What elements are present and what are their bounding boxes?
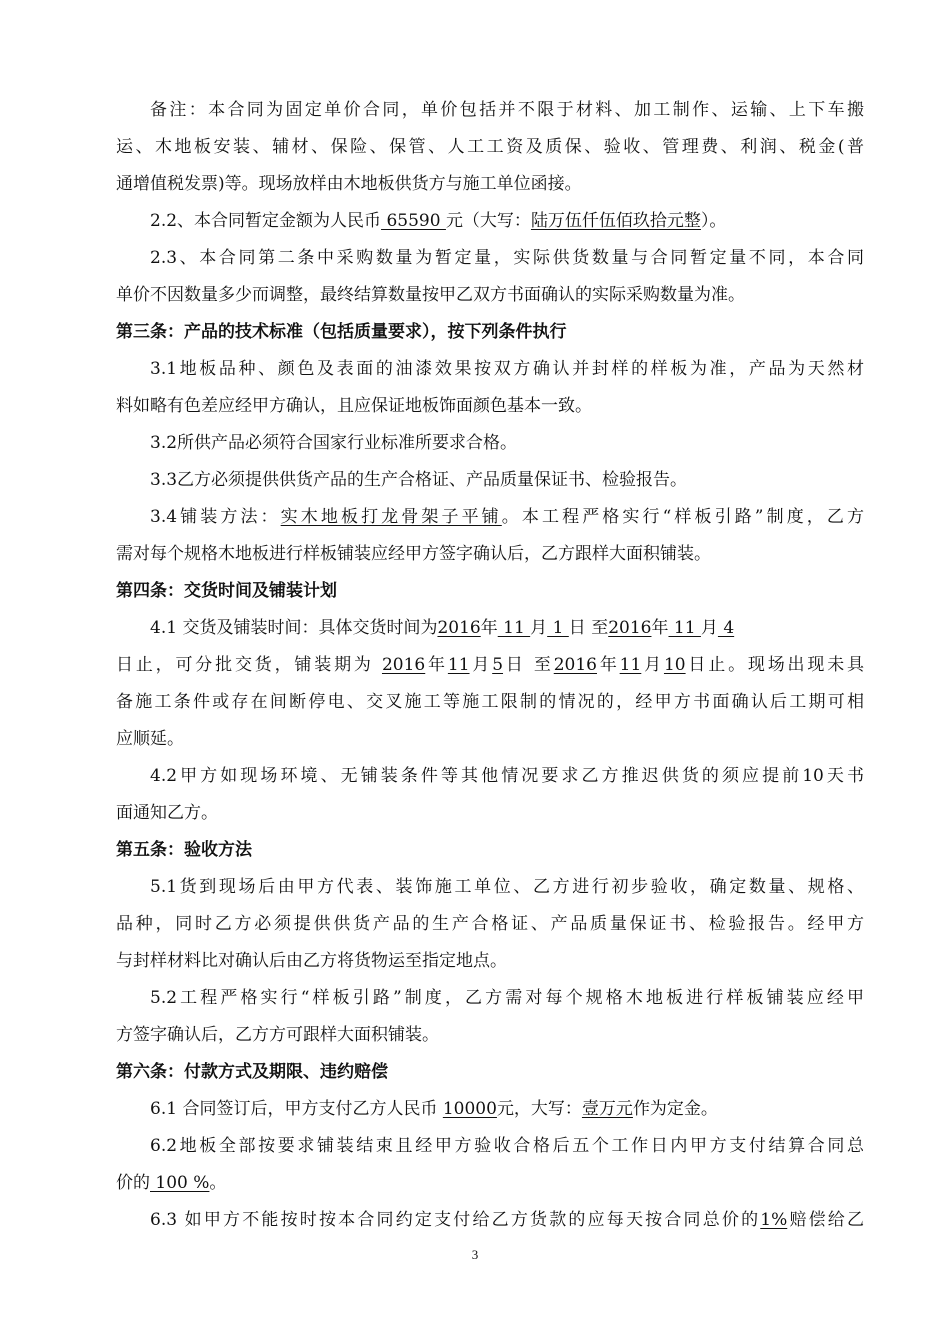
clause-2-2-suffix: ）。 <box>700 211 727 231</box>
delivery-start-day: 1 <box>547 618 569 638</box>
delivery-end-year: 2016 <box>608 618 652 638</box>
clause-5-2-line-2: 方签字确认后，乙方方可跟样大面积铺装。 <box>116 1025 439 1045</box>
clause-5-1-line-1: 5.1货到现场后由甲方代表、装饰施工单位、乙方进行初步验收，确定数量、规格、 <box>150 877 864 897</box>
note-line-2: 运、木地板安装、辅材、保险、保管、人工工资及质保、验收、管理费、利润、税金(普 <box>116 137 864 157</box>
contract-amount: 65590 <box>381 211 446 231</box>
clause-4-2-line-1: 4.2甲方如现场环境、无铺装条件等其他情况要求乙方推迟供货的须应提前10天书 <box>150 766 864 786</box>
clause-4-1-line-2 <box>116 654 864 676</box>
clause-6-2-prefix: 价的 <box>116 1173 150 1193</box>
month-word: 月 <box>469 655 493 675</box>
clause-4-2-line-2: 面通知乙方。 <box>116 803 218 823</box>
install-end-month: 11 <box>619 655 642 675</box>
delivery-start-year: 2016 <box>437 618 481 638</box>
deposit-amount-words: 壹万元 <box>581 1099 633 1119</box>
to-word: 至 <box>525 655 554 675</box>
clause-4-1-install-suffix: 日止。现场出现未具 <box>685 655 865 675</box>
clause-3-2: 3.2所供产品必须符合国家行业标准所要求合格。 <box>150 433 518 453</box>
clause-4-1-line-4: 应顺延。 <box>116 729 184 749</box>
clause-5-1-line-3: 与封样材料比对确认后由乙方将货物运至指定地点。 <box>116 951 507 971</box>
section-5-heading: 第五条：验收方法 <box>116 840 252 860</box>
note-line-1: 备注：本合同为固定单价合同，单价包括并不限于材料、加工制作、运输、上下车搬 <box>150 100 864 120</box>
clause-2-3-line-1: 2.3、本合同第二条中采购数量为暂定量，实际供货数量与合同暂定量不同，本合同 <box>150 248 864 268</box>
deposit-amount: 10000 <box>442 1099 497 1119</box>
year-word: 年 <box>651 618 669 638</box>
clause-2-2-prefix: 2.2、本合同暂定金额为人民币 <box>150 211 382 231</box>
clause-6-3-prefix: 6.3 如甲方不能按时按本合同约定支付给乙方货款的应每天按合同总价的 <box>150 1210 761 1230</box>
clause-4-1-line-1 <box>150 617 864 639</box>
install-start-day: 5 <box>492 655 504 675</box>
clause-2-3-line-2: 单价不因数量多少而调整，最终结算数量按甲乙双方书面确认的实际采购数量为准。 <box>116 285 745 305</box>
clause-4-1-install-prefix: 日止，可分批交货，铺装期为 <box>116 655 382 675</box>
clause-4-1-line-3: 备施工条件或存在间断停电、交叉施工等施工限制的情况的，经甲方书面确认后工期可相 <box>116 692 864 712</box>
payment-percent: 100 % <box>150 1173 210 1193</box>
install-end-year: 2016 <box>553 655 597 675</box>
clause-6-2-line-2 <box>116 1172 864 1194</box>
clause-4-1-prefix: 4.1 交货及铺装时间：具体交货时间为 <box>150 618 438 638</box>
section-3-heading: 第三条：产品的技术标准（包括质量要求），按下列条件执行 <box>116 322 567 342</box>
clause-3-4-line-2: 需对每个规格木地板进行样板铺装应经甲方签字确认后，乙方跟样大面积铺装。 <box>116 544 711 564</box>
penalty-rate: 1% <box>760 1210 788 1230</box>
clause-6-2-line-1: 6.2地板全部按要求铺装结束且经甲方验收合格后五个工作日内甲方支付结算合同总 <box>150 1136 864 1156</box>
month-word: 月 <box>641 655 664 675</box>
delivery-end-month: 11 <box>668 618 701 638</box>
clause-3-1-line-2: 料如略有色差应经甲方确认，且应保证地板饰面颜色基本一致。 <box>116 396 592 416</box>
clause-3-4-suffix: 。本工程严格实行“样板引路”制度，乙方 <box>501 507 864 527</box>
clause-3-3: 3.3乙方必须提供供货产品的生产合格证、产品质量保证书、检验报告。 <box>150 470 688 490</box>
clause-5-1-line-2: 品种，同时乙方必须提供供货产品的生产合格证、产品质量保证书、检验报告。经甲方 <box>116 914 864 934</box>
to-word: 至 <box>585 618 609 638</box>
clause-6-1-prefix: 6.1 合同签订后，甲方支付乙方人民币 <box>150 1099 443 1119</box>
clause-2-2-mid: 元（大写： <box>445 211 531 231</box>
day-word: 日 <box>568 618 586 638</box>
page-number: 3 <box>471 1247 479 1262</box>
clause-6-3-suffix: 赔偿给乙 <box>787 1210 864 1230</box>
year-word: 年 <box>425 655 448 675</box>
clause-6-3-line-1 <box>150 1209 864 1231</box>
month-word: 月 <box>530 618 548 638</box>
day-word: 日 <box>503 655 526 675</box>
section-6-heading: 第六条：付款方式及期限、违约赔偿 <box>116 1062 388 1082</box>
clause-5-2-line-1: 5.2工程严格实行“样板引路”制度，乙方需对每个规格木地板进行样板铺装应经甲 <box>150 988 864 1008</box>
clause-2-2 <box>150 210 864 232</box>
clause-6-2-suffix: 。 <box>209 1173 227 1193</box>
year-word: 年 <box>480 618 498 638</box>
clause-3-4-line-1 <box>150 506 864 528</box>
clause-6-1-suffix: 作为定金。 <box>632 1099 718 1119</box>
clause-6-1 <box>150 1098 864 1120</box>
clause-3-4-prefix: 3.4铺装方法： <box>150 507 281 527</box>
clause-6-1-mid: 元，大写： <box>496 1099 582 1119</box>
clause-3-1-line-1: 3.1地板品种、颜色及表面的油漆效果按双方确认并封样的样板为准，产品为天然材 <box>150 359 864 379</box>
year-word: 年 <box>597 655 620 675</box>
delivery-end-day: 4 <box>717 618 735 638</box>
install-end-day: 10 <box>663 655 686 675</box>
contract-amount-words: 陆万伍仟伍佰玖拾元整 <box>530 211 701 231</box>
note-line-3: 通增值税发票)等。现场放样由木地板供货方与施工单位函接。 <box>116 174 582 194</box>
section-4-heading: 第四条：交货时间及铺装计划 <box>116 581 337 601</box>
install-start-year: 2016 <box>381 655 426 675</box>
installation-method: 实木地板打龙骨架子平铺 <box>280 507 502 527</box>
install-start-month: 11 <box>447 655 470 675</box>
month-word: 月 <box>700 618 718 638</box>
delivery-start-month: 11 <box>497 618 531 638</box>
